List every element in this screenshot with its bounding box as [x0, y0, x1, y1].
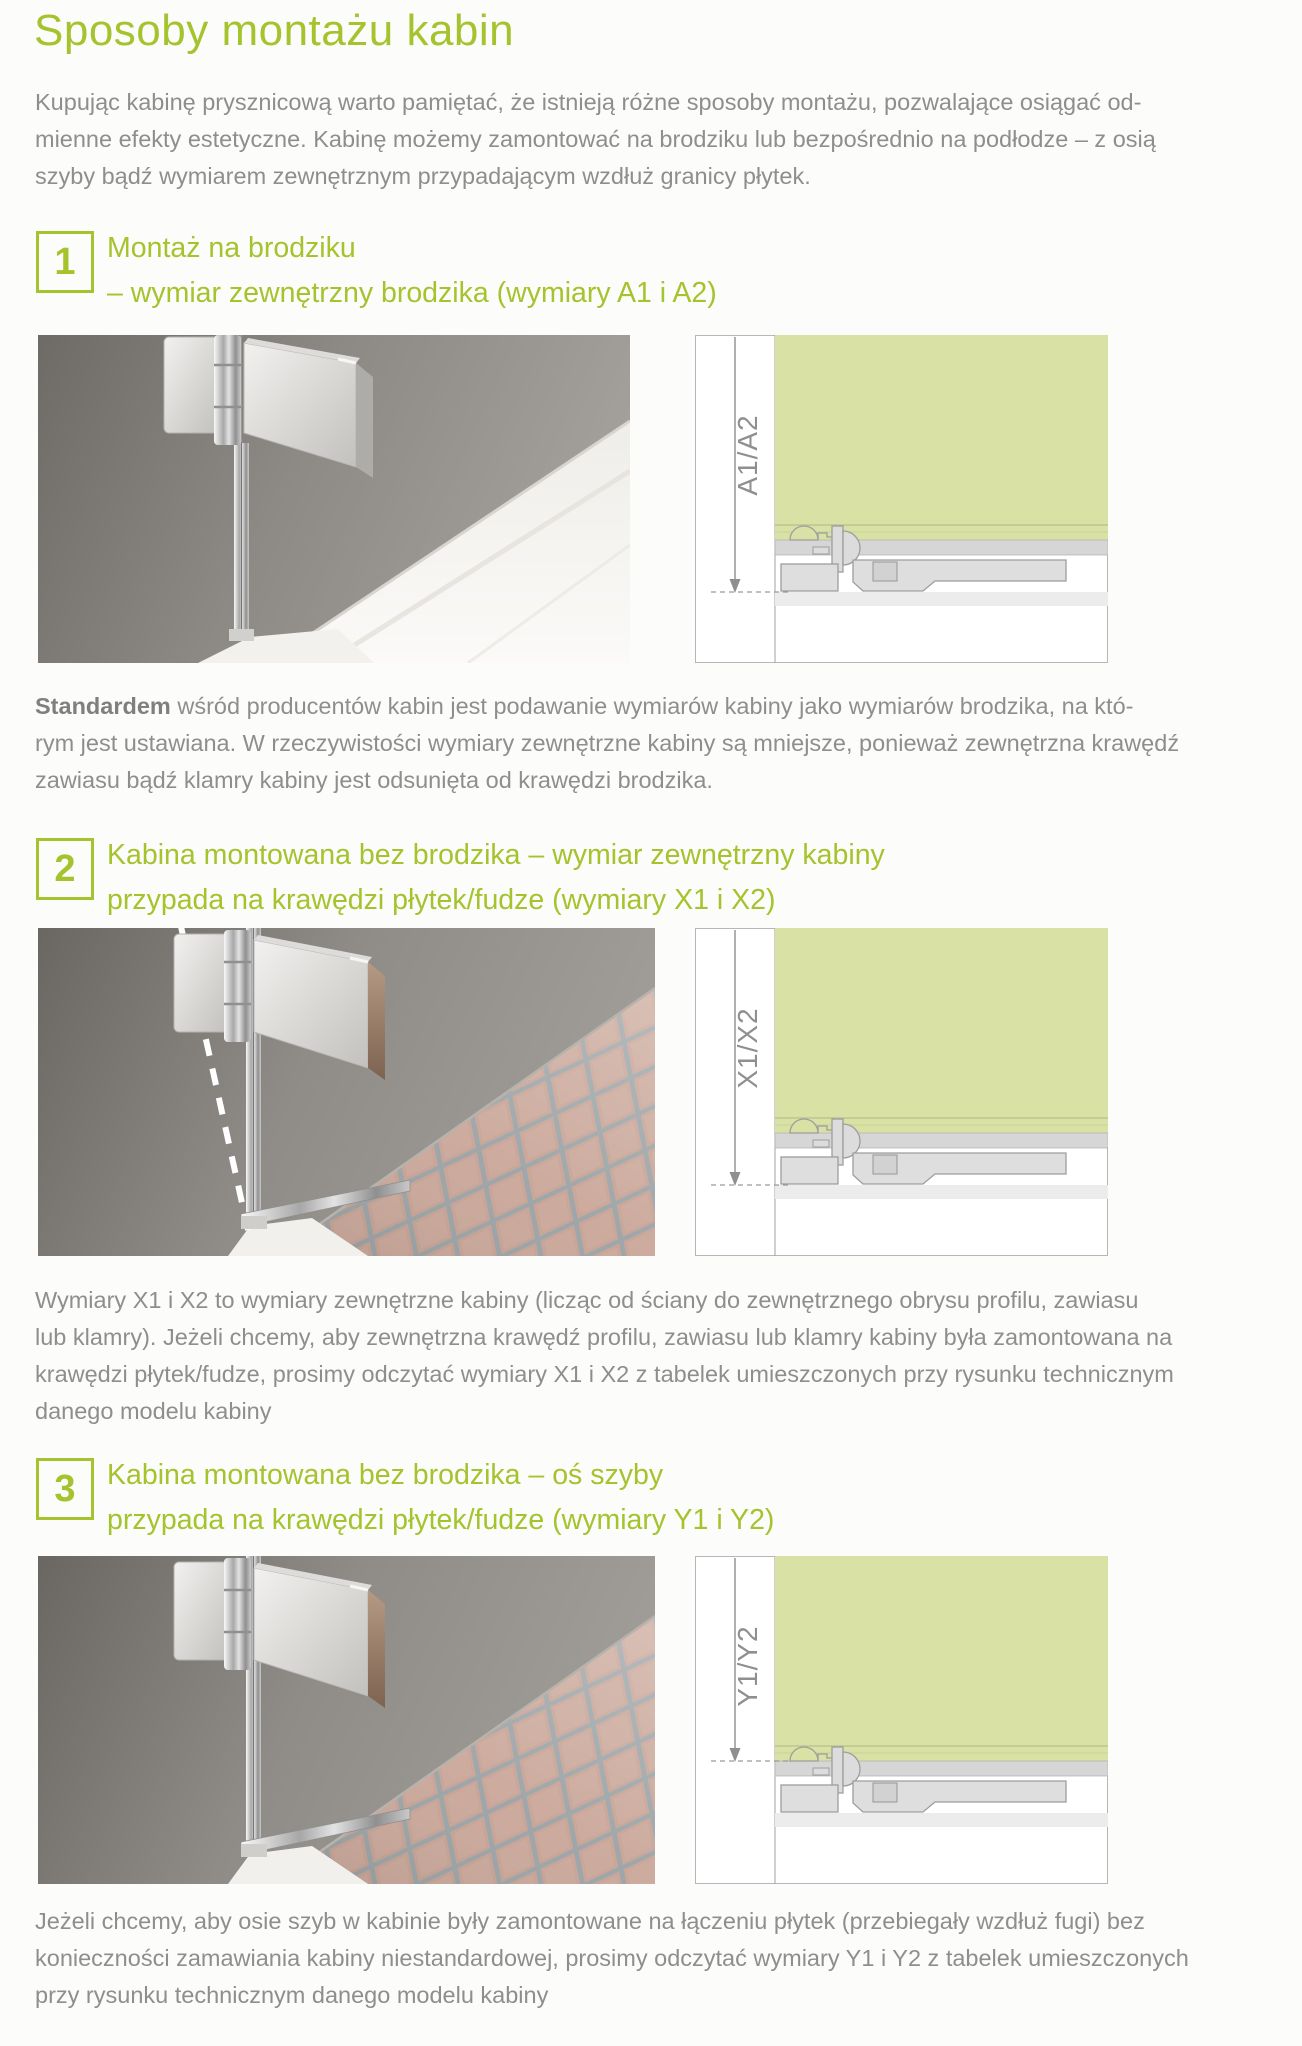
x-dim-line: krawędzi płytek/fudze, prosimy odczytać wymiary X1 i X2 z tabelek umieszczonych przy rysunku technicznym — [35, 1361, 1174, 1387]
shower-tray-photo-graphic — [38, 335, 630, 663]
photo-hinge-on-shower-tray — [38, 335, 630, 663]
diagram-y1-y2 — [695, 1556, 1108, 1884]
section-1-heading — [107, 226, 717, 316]
y-dim-line: przy rysunku technicznym danego modelu kabiny — [35, 1982, 549, 2008]
section-1-heading-line: – wymiar zewnętrzny brodzika (wymiary A1 i A2) — [107, 277, 717, 309]
section-3-heading-line: Kabina montowana bez brodzika – oś szyby — [107, 1459, 664, 1491]
x-dim-line: Wymiary X1 i X2 to wymiary zewnętrzne kabiny (licząc od ściany do zewnętrznego obrysu profilu, zawiasu — [35, 1287, 1139, 1313]
intro-line: Kupując kabinę prysznicową warto pamiętać, że istnieją różne sposoby montażu, pozwalające osiągać od- — [35, 89, 1142, 115]
standard-paragraph — [35, 688, 1302, 799]
section-2-number: 2 — [54, 847, 76, 890]
diagram-y1-y2-graphic — [695, 1556, 1108, 1884]
section-3-number: 3 — [54, 1467, 76, 1510]
diagram-a1-a2-graphic — [695, 335, 1108, 663]
diagram-a1-a2-label: A1/A2 — [732, 414, 763, 496]
x-dim-line: lub klamry). Jeżeli chcemy, aby zewnętrzna krawędź profilu, zawiasu lub klamry kabiny była zamontowana na — [35, 1324, 1173, 1350]
section-2-heading — [107, 833, 885, 923]
tiled-floor-photo-graphic — [38, 928, 655, 1256]
x-dimensions-paragraph — [35, 1282, 1302, 1430]
section-2-heading-line: przypada na krawędzi płytek/fudze (wymiary X1 i X2) — [107, 884, 776, 916]
standard-line: Standardem wśród producentów kabin jest podawanie wymiarów kabiny jako wymiarów brodzika, na któ- — [35, 693, 1134, 719]
intro-paragraph — [35, 84, 1302, 195]
y-dimensions-paragraph — [35, 1903, 1302, 2014]
diagram-a1-a2 — [695, 335, 1108, 663]
intro-line: szyby bądź wymiarem zewnętrznym przypadającym wzdłuż granicy płytek. — [35, 163, 811, 189]
photo-hinge-on-tiles-dashed-edge — [38, 928, 655, 1256]
section-2-heading-line: Kabina montowana bez brodzika – wymiar zewnętrzny kabiny — [107, 839, 885, 871]
x-dim-line: danego modelu kabiny — [35, 1398, 272, 1424]
section-3-number-box — [36, 1458, 94, 1520]
section-2-number-box — [36, 838, 94, 900]
standard-lead-bold: Standardem — [35, 693, 171, 719]
diagram-x1-x2 — [695, 928, 1108, 1256]
diagram-y1-y2-label: Y1/Y2 — [732, 1625, 763, 1707]
y-dim-line: Jeżeli chcemy, aby osie szyb w kabinie były zamontowane na łączeniu płytek (przebiegały wzdłuż fugi) bez — [35, 1908, 1145, 1934]
diagram-x1-x2-graphic — [695, 928, 1108, 1256]
section-1-number: 1 — [54, 240, 76, 283]
y-dim-line: konieczności zamawiania kabiny niestandardowej, prosimy odczytać wymiary Y1 i Y2 z tabelek umieszczonych — [35, 1945, 1189, 1971]
section-3-heading-line: przypada na krawędzi płytek/fudze (wymiary Y1 i Y2) — [107, 1504, 775, 1536]
page-title: Sposoby montażu kabin — [34, 6, 515, 55]
section-3-heading — [107, 1453, 774, 1543]
section-1-number-box — [36, 231, 94, 293]
standard-line: zawiasu bądź klamry kabiny jest odsunięta od krawędzi brodzika. — [35, 767, 713, 793]
standard-line: rym jest ustawiana. W rzeczywistości wymiary zewnętrzne kabiny są mniejsze, ponieważ zewnętrzna krawędź — [35, 730, 1180, 756]
intro-line: mienne efekty estetyczne. Kabinę możemy zamontować na brodziku lub bezpośrednio na podłodze – z osią — [35, 126, 1156, 152]
section-1-heading-line: Montaż na brodziku — [107, 232, 356, 264]
photo-hinge-on-tiles — [38, 1556, 655, 1884]
tiled-floor-photo-graphic — [38, 1556, 655, 1884]
diagram-x1-x2-label: X1/X2 — [732, 1007, 763, 1089]
